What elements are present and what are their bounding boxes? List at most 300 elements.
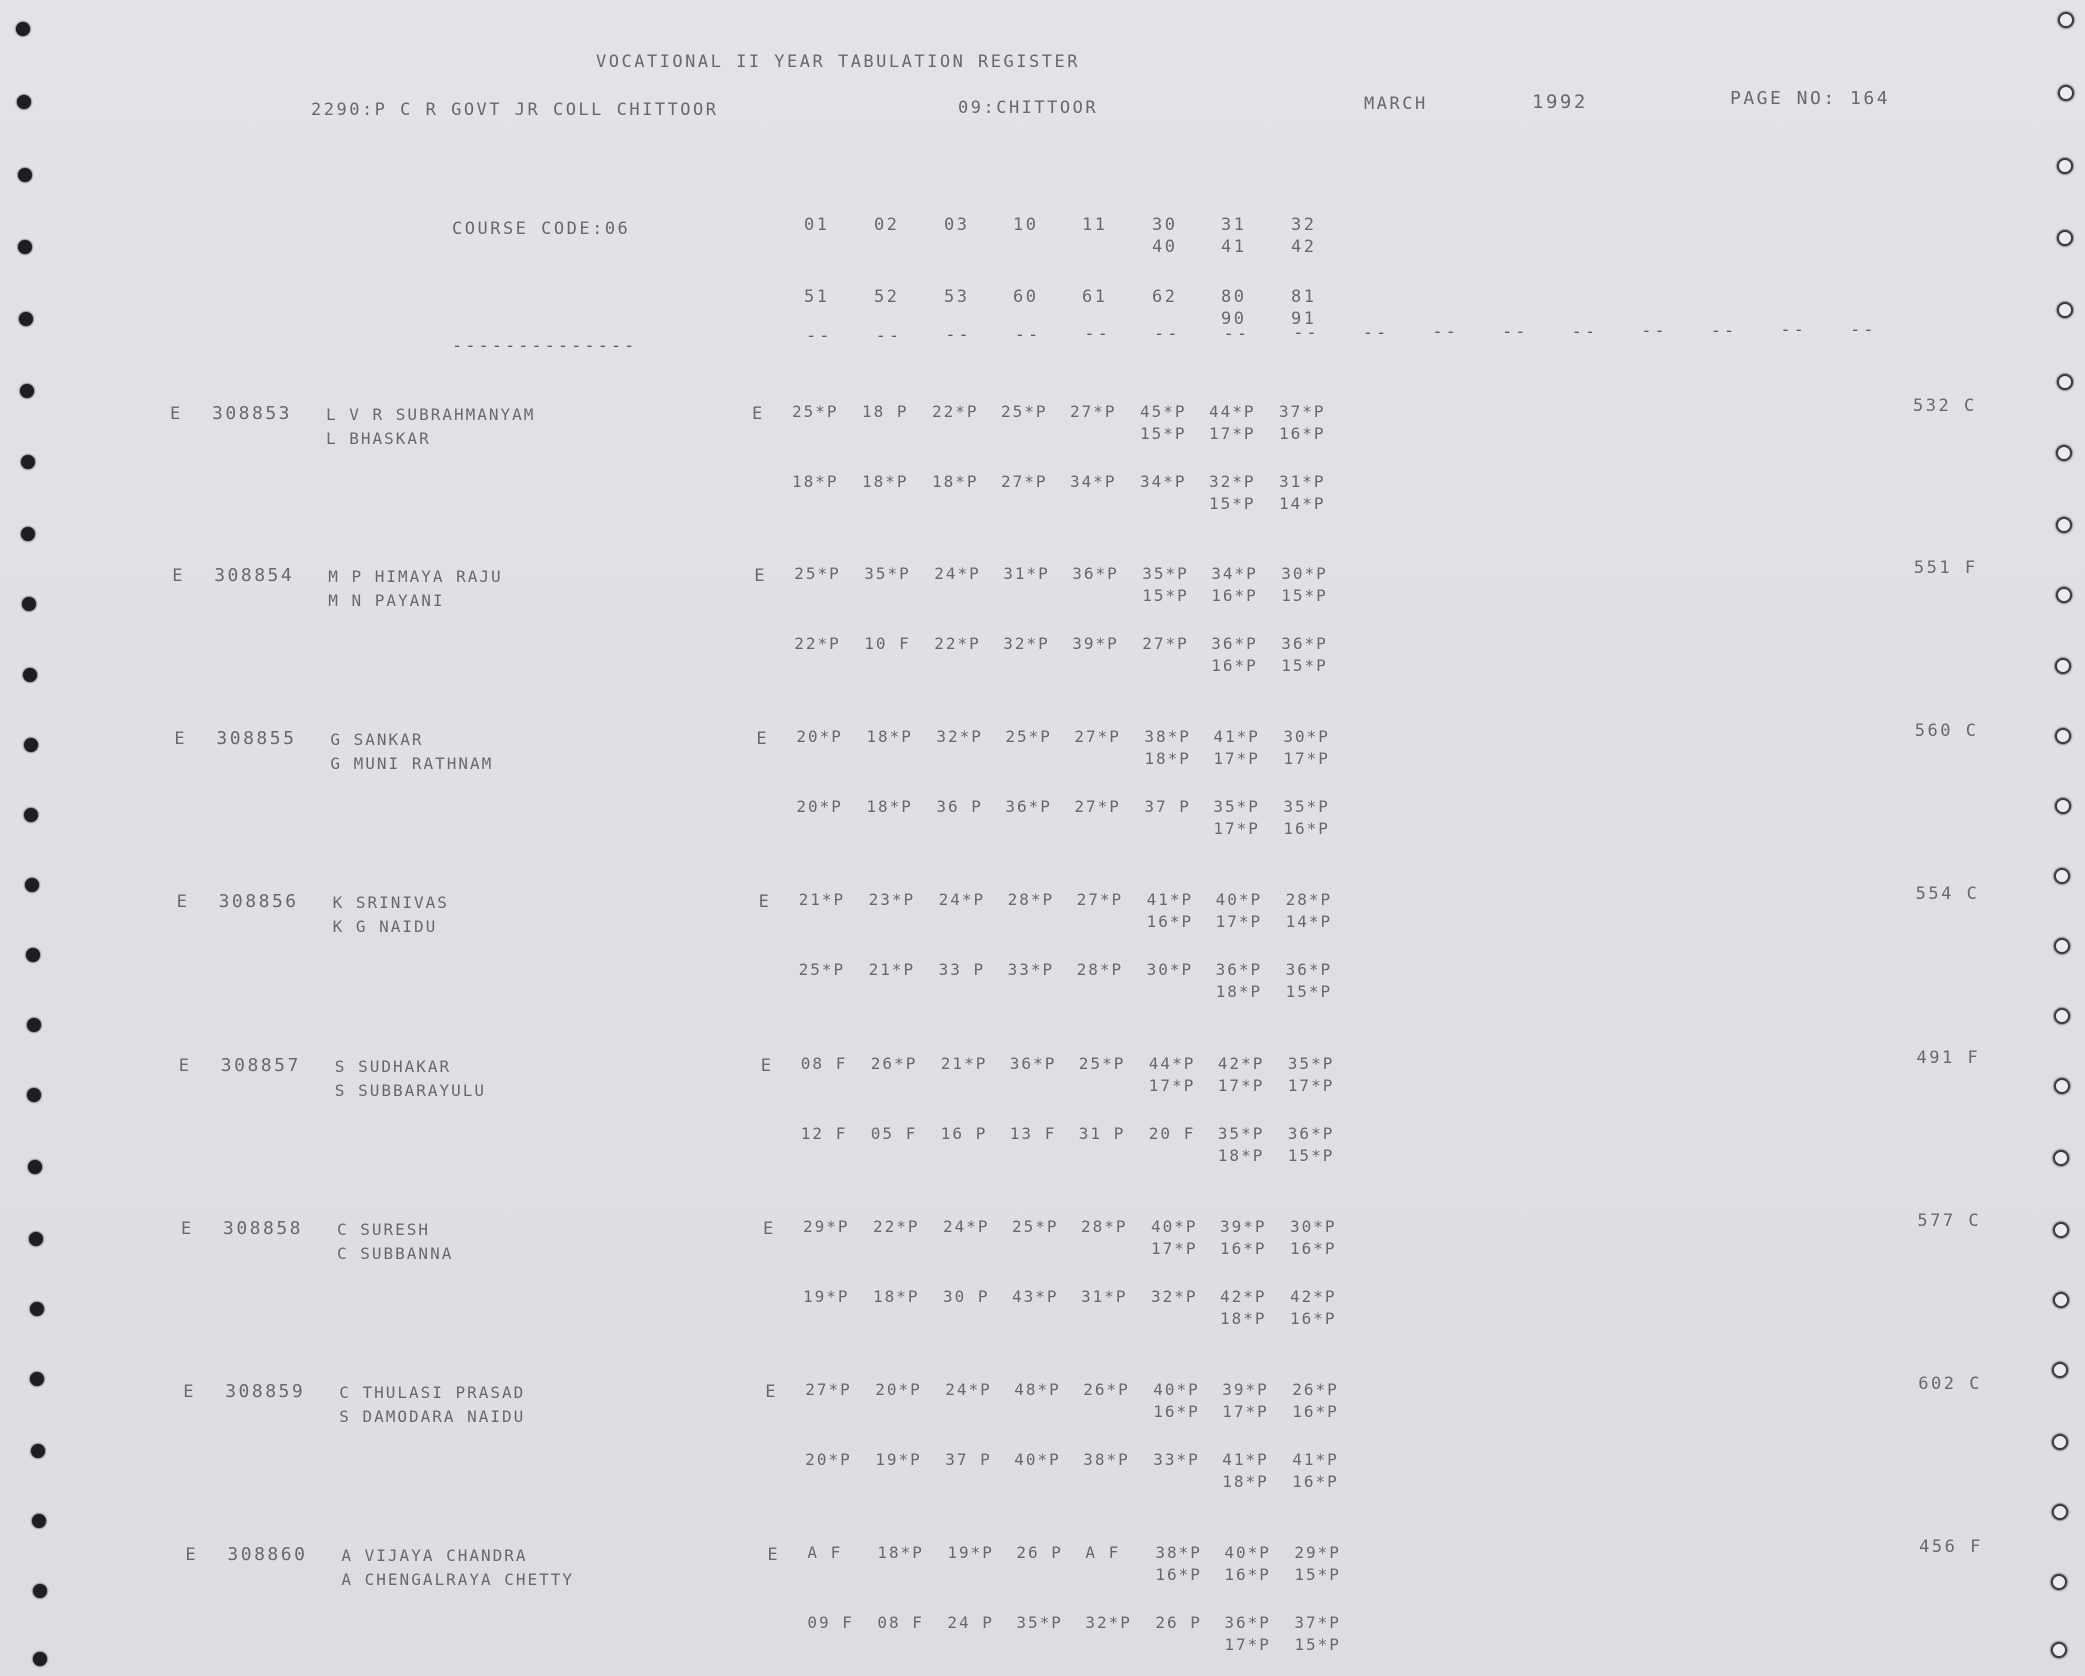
register-number: 308859 [225,1381,306,1402]
mark-cell: 43*P [1012,1287,1059,1306]
exam-flag: E [178,1056,192,1076]
punch-hole-right [2053,1292,2069,1308]
mark-cell: 35*P [1287,1054,1335,1073]
mark-cell: 16*P [1155,1565,1202,1584]
mark-cell: A F [1085,1543,1121,1562]
mark-cell: 18*P [866,727,913,746]
mark-cell: 24*P [945,1380,992,1399]
exam-month: MARCH [1364,94,1428,114]
punch-hole-left [17,95,31,109]
mark-cell: 15*P [1287,1146,1335,1165]
total-result: 577 C [1917,1211,1982,1231]
mark-cell: 20*P [875,1380,922,1399]
parent-name: C SUBBANNA [337,1244,454,1263]
punch-hole-left [31,1444,45,1458]
punch-hole-right [2051,1642,2067,1658]
mark-cell: 21*P [798,890,846,909]
mark-cell: 40*P [1153,1380,1200,1399]
subject-code: 51 [804,287,830,307]
exam-flag: E [183,1382,196,1402]
mark-cell: 18 P [862,402,909,421]
mark-cell: 42*P [1290,1287,1337,1306]
column-dash: -- [806,326,833,346]
medium-code: E [754,566,767,586]
register-number: 308854 [214,565,295,586]
column-dash: -- [1014,324,1042,345]
mark-cell: 17*P [1148,1076,1196,1095]
mark-cell: 31 P [1078,1124,1126,1143]
column-dash: -- [1641,321,1668,342]
punch-hole-left [24,738,38,752]
subject-code: 42 [1291,237,1317,257]
mark-cell: 41*P [1222,1450,1269,1469]
mark-cell: 18*P [792,472,839,491]
mark-cell: 18*P [862,472,909,491]
register-number: 308856 [218,891,299,912]
punch-hole-right [2051,1574,2067,1590]
mark-cell: 37 P [945,1450,992,1469]
mark-cell: 36*P [1281,634,1328,653]
punch-hole-right [2052,1362,2068,1378]
candidate-name: G SANKAR [330,730,424,749]
mark-cell: 22*P [794,634,841,653]
mark-cell: 16*P [1283,819,1330,838]
mark-cell: 30 P [943,1287,990,1306]
exam-flag: E [185,1545,199,1565]
column-dash: -- [1571,321,1599,342]
mark-cell: 32*P [936,727,983,746]
mark-cell: 18*P [1215,982,1263,1001]
mark-cell: 26 P [1016,1543,1063,1562]
mark-cell: 38*P [1083,1450,1130,1469]
mark-cell: 24 P [947,1613,994,1632]
punch-hole-right [2056,587,2072,603]
candidate-name: K SRINIVAS [332,893,449,912]
mark-cell: 32*P [1151,1287,1198,1306]
register-number: 308858 [223,1218,304,1239]
punch-hole-right [2054,1008,2070,1024]
mark-cell: 17*P [1283,749,1330,768]
column-dash: -- [1223,323,1251,344]
mark-cell: 15*P [1142,586,1189,605]
mark-cell: 40*P [1224,1543,1271,1562]
subject-code: 61 [1082,287,1108,307]
mark-cell: 44*P [1209,402,1256,421]
parent-name: A CHENGALRAYA CHETTY [341,1570,575,1589]
mark-cell: 16*P [1146,912,1194,931]
mark-cell: 37*P [1279,402,1326,421]
column-dash: -- [1154,324,1181,344]
subject-code: 80 [1221,287,1247,307]
column-dash: -- [945,325,972,346]
mark-cell: 34*P [1211,564,1258,583]
mark-cell: 18*P [1222,1472,1269,1491]
mark-cell: 36*P [1009,1054,1057,1073]
mark-cell: 41*P [1146,890,1194,909]
mark-cell: 35*P [1283,797,1330,816]
subject-code: 40 [1152,237,1178,257]
column-dash: -- [1502,322,1529,342]
punch-hole-left [32,1514,46,1528]
medium-code: E [763,1219,776,1239]
mark-cell: 24*P [938,890,986,909]
column-dash: -- [1293,323,1320,344]
mark-cell: 16*P [1290,1309,1337,1328]
subject-code: 90 [1221,309,1247,329]
column-dash: -- [875,325,903,346]
punch-hole-right [2057,302,2073,318]
register-number: 308857 [220,1055,301,1076]
mark-cell: 31*P [1003,564,1050,583]
mark-cell: 27*P [1001,472,1048,491]
punch-hole-right [2055,728,2071,744]
mark-cell: 38*P [1155,1543,1202,1562]
mark-cell: 33*P [1153,1450,1200,1469]
mark-cell: 18*P [1144,749,1191,768]
mark-cell: 29*P [803,1217,850,1236]
mark-cell: 26 P [1155,1613,1202,1632]
mark-cell: 40*P [1151,1217,1198,1236]
column-dash: -- [1780,320,1807,341]
mark-cell: 16*P [1211,586,1258,605]
mark-cell: 33*P [1007,960,1055,979]
exam-flag: E [181,1219,194,1239]
mark-cell: 25*P [1005,727,1052,746]
mark-cell: 20*P [796,727,843,746]
punch-hole-right [2055,798,2071,814]
mark-cell: 16*P [1292,1402,1339,1421]
mark-cell: 09 F [807,1613,854,1632]
mark-cell: 20*P [796,797,843,816]
punch-hole-left [19,312,33,326]
mark-cell: 36*P [1285,960,1333,979]
candidate-name: A VIJAYA CHANDRA [341,1546,528,1565]
exam-flag: E [174,729,188,749]
mark-cell: 42*P [1220,1287,1267,1306]
mark-cell: 26*P [1083,1380,1130,1399]
register-title: VOCATIONAL II YEAR TABULATION REGISTER [596,52,1080,72]
mark-cell: 27*P [1074,727,1121,746]
mark-cell: 28*P [1081,1217,1128,1236]
punch-hole-left [20,384,34,398]
mark-cell: 48*P [1014,1380,1061,1399]
mark-cell: 40*P [1215,890,1263,909]
mark-cell: 13 F [1009,1124,1057,1143]
mark-cell: 18*P [866,797,913,816]
exam-flag: E [176,892,190,912]
mark-cell: 18*P [1217,1146,1265,1165]
mark-cell: 36*P [1005,797,1052,816]
punch-hole-left [18,240,32,254]
punch-hole-left [33,1584,47,1598]
mark-cell: 27*P [1074,797,1121,816]
punch-hole-left [22,597,36,611]
mark-cell: 36*P [1224,1613,1271,1632]
mark-cell: A F [807,1543,843,1562]
mark-cell: 15*P [1281,656,1328,675]
mark-cell: 26*P [1292,1380,1339,1399]
mark-cell: 35*P [1213,797,1260,816]
mark-cell: 36*P [1072,564,1119,583]
mark-cell: 05 F [870,1124,918,1143]
punch-hole-right [2055,658,2071,674]
mark-cell: 15*P [1294,1565,1341,1584]
mark-cell: 16*P [1279,424,1326,443]
punch-hole-right [2052,1504,2068,1520]
mark-cell: 22*P [934,634,981,653]
subject-code: 41 [1221,237,1247,257]
total-result: 602 C [1918,1374,1982,1394]
total-result: 532 C [1913,396,1977,416]
punch-hole-left [27,1018,41,1032]
mark-cell: 16*P [1211,656,1258,675]
mark-cell: 41*P [1213,727,1260,746]
mark-cell: 39*P [1222,1380,1269,1399]
punch-hole-left [27,1088,41,1102]
mark-cell: 34*P [1140,472,1187,491]
mark-cell: 15*P [1140,424,1187,443]
subject-code: 60 [1013,287,1039,307]
parent-name: S DAMODARA NAIDU [339,1407,526,1426]
mark-cell: 14*P [1279,494,1326,513]
mark-cell: 16*P [1224,1565,1271,1584]
mark-cell: 19*P [875,1450,922,1469]
punch-hole-right [2057,374,2073,390]
register-number: 308860 [227,1544,308,1565]
mark-cell: 41*P [1292,1450,1339,1469]
mark-cell: 20*P [805,1450,852,1469]
mark-cell: 33 P [938,960,986,979]
subject-code: 11 [1082,215,1108,235]
medium-code: E [758,892,772,912]
punch-hole-right [2056,445,2072,461]
column-dash: -- [1362,322,1390,343]
subject-code: 03 [944,215,970,235]
college-name: 2290:P C R GOVT JR COLL CHITTOOR [311,100,719,120]
subject-code: 62 [1152,287,1178,307]
punch-hole-left [30,1302,44,1316]
punch-hole-left [16,22,30,36]
mark-cell: 32*P [1209,472,1256,491]
mark-cell: 17*P [1151,1239,1198,1258]
candidate-name: L V R SUBRAHMANYAM [326,405,536,424]
mark-cell: 36*P [1215,960,1263,979]
mark-cell: 08 F [800,1054,848,1073]
mark-cell: 36*P [1211,634,1258,653]
mark-cell: 19*P [803,1287,850,1306]
punch-hole-left [21,527,35,541]
subject-code: 31 [1221,215,1247,235]
mark-cell: 36 P [936,797,983,816]
punch-hole-right [2057,230,2073,246]
mark-cell: 16*P [1153,1402,1200,1421]
mark-cell: 24*P [934,564,981,583]
mark-cell: 28*P [1076,960,1124,979]
mark-cell: 31*P [1081,1287,1128,1306]
total-result: 551 F [1913,558,1978,578]
mark-cell: 08 F [877,1613,924,1632]
punch-hole-right [2054,868,2070,884]
punch-hole-right [2054,1078,2070,1094]
mark-cell: 31*P [1279,472,1326,491]
mark-cell: 25*P [1001,402,1048,421]
parent-name: L BHASKAR [326,429,431,448]
subject-code: 91 [1291,309,1317,329]
mark-cell: 30*P [1146,960,1194,979]
mark-cell: 21*P [940,1054,988,1073]
medium-code: E [765,1382,778,1402]
mark-cell: 17*P [1215,912,1263,931]
mark-cell: 16*P [1290,1239,1337,1258]
mark-cell: 15*P [1209,494,1256,513]
mark-cell: 38*P [1144,727,1191,746]
mark-cell: 27*P [1076,890,1124,909]
mark-cell: 17*P [1209,424,1256,443]
punch-hole-left [23,668,37,682]
candidate-name: S SUDHAKAR [334,1057,452,1076]
mark-cell: 25*P [1012,1217,1059,1236]
mark-cell: 16*P [1220,1239,1267,1258]
mark-cell: 28*P [1285,890,1333,909]
mark-cell: 30*P [1283,727,1330,746]
punch-hole-right [2053,1150,2069,1166]
candidate-name: M P HIMAYA RAJU [328,567,503,586]
mark-cell: 35*P [864,564,911,583]
mark-cell: 28*P [1007,890,1055,909]
mark-cell: 17*P [1224,1635,1271,1654]
mark-cell: 18*P [1220,1309,1267,1328]
mark-cell: 17*P [1287,1076,1335,1095]
mark-cell: 37 P [1144,797,1191,816]
mark-cell: 37*P [1294,1613,1341,1632]
mark-cell: 35*P [1217,1124,1265,1143]
mark-cell: 22*P [873,1217,920,1236]
mark-cell: 23*P [868,890,916,909]
mark-cell: 27*P [1142,634,1189,653]
punch-hole-right [2053,1222,2069,1238]
punch-hole-right [2054,938,2070,954]
punch-hole-left [30,1372,44,1386]
mark-cell: 34*P [1070,472,1117,491]
mark-cell: 10 F [864,634,911,653]
punch-hole-left [21,455,35,469]
column-dash: -- [1710,320,1738,341]
mark-cell: 16*P [1292,1472,1339,1491]
candidate-name: C THULASI PRASAD [339,1383,526,1402]
total-result: 560 C [1914,721,1979,741]
mark-cell: 21*P [868,960,916,979]
mark-cell: 22*P [932,402,979,421]
medium-code: E [760,1056,774,1076]
register-number: 308853 [212,403,293,424]
subject-code: 52 [874,287,900,307]
mark-cell: 25*P [792,402,839,421]
district-name: 09:CHITTOOR [958,98,1099,118]
page-number: PAGE NO: 164 [1730,88,1891,109]
mark-cell: 32*P [1085,1613,1132,1632]
mark-cell: 30*P [1290,1217,1337,1236]
mark-cell: 27*P [1070,402,1117,421]
subject-code: 30 [1152,215,1178,235]
mark-cell: 15*P [1285,982,1333,1001]
parent-name: K G NAIDU [332,917,438,936]
exam-year: 1992 [1532,91,1588,113]
punch-hole-right [2056,517,2072,533]
punch-hole-left [25,878,39,892]
punch-hole-left [26,948,40,962]
subject-code: 01 [804,215,830,235]
punch-hole-left [29,1232,43,1246]
mark-cell: 17*P [1213,819,1260,838]
mark-cell: 35*P [1016,1613,1063,1632]
mark-cell: 18*P [873,1287,920,1306]
column-dash: -- [1850,320,1877,340]
medium-code: E [752,404,765,424]
candidate-name: C SURESH [337,1220,431,1239]
medium-code: E [767,1545,781,1565]
mark-cell: 29*P [1294,1543,1341,1562]
mark-cell: 25*P [1078,1054,1126,1073]
mark-cell: 35*P [1142,564,1189,583]
mark-cell: 32*P [1003,634,1050,653]
mark-cell: 30*P [1281,564,1328,583]
mark-cell: 42*P [1217,1054,1265,1073]
register-number: 308855 [216,728,297,749]
punch-hole-left [28,1160,42,1174]
punch-hole-right [2058,12,2074,28]
mark-cell: 12 F [800,1124,848,1143]
mark-cell: 40*P [1014,1450,1061,1469]
mark-cell: 17*P [1222,1402,1269,1421]
mark-cell: 15*P [1294,1635,1341,1654]
mark-cell: 27*P [805,1380,852,1399]
mark-cell: 15*P [1281,586,1328,605]
punch-hole-left [24,808,38,822]
medium-code: E [756,729,770,749]
column-dash: -- [1084,324,1111,345]
punch-hole-left [18,168,32,182]
exam-flag: E [170,404,183,424]
mark-cell: 19*P [947,1543,994,1562]
course-underline: -------------- [452,336,638,356]
mark-cell: 17*P [1213,749,1260,768]
total-result: 491 F [1916,1048,1981,1068]
mark-cell: 18*P [877,1543,924,1562]
mark-cell: 39*P [1220,1217,1267,1236]
subject-code: 02 [874,215,900,235]
parent-name: M N PAYANI [328,591,445,610]
punch-hole-right [2052,1434,2068,1450]
mark-cell: 26*P [870,1054,918,1073]
column-dash: -- [1432,322,1459,343]
mark-cell: 39*P [1072,634,1119,653]
mark-cell: 24*P [943,1217,990,1236]
punch-hole-right [2057,158,2073,174]
mark-cell: 16 P [940,1124,988,1143]
mark-cell: 20 F [1148,1124,1196,1143]
parent-name: S SUBBARAYULU [334,1081,487,1100]
exam-flag: E [172,566,185,586]
mark-cell: 25*P [798,960,846,979]
mark-cell: 14*P [1285,912,1333,931]
total-result: 554 C [1915,884,1980,904]
subject-code: 53 [944,287,970,307]
parent-name: G MUNI RATHNAM [330,754,494,773]
mark-cell: 18*P [932,472,979,491]
mark-cell: 45*P [1140,402,1187,421]
subject-code: 81 [1291,287,1317,307]
mark-cell: 36*P [1287,1124,1335,1143]
